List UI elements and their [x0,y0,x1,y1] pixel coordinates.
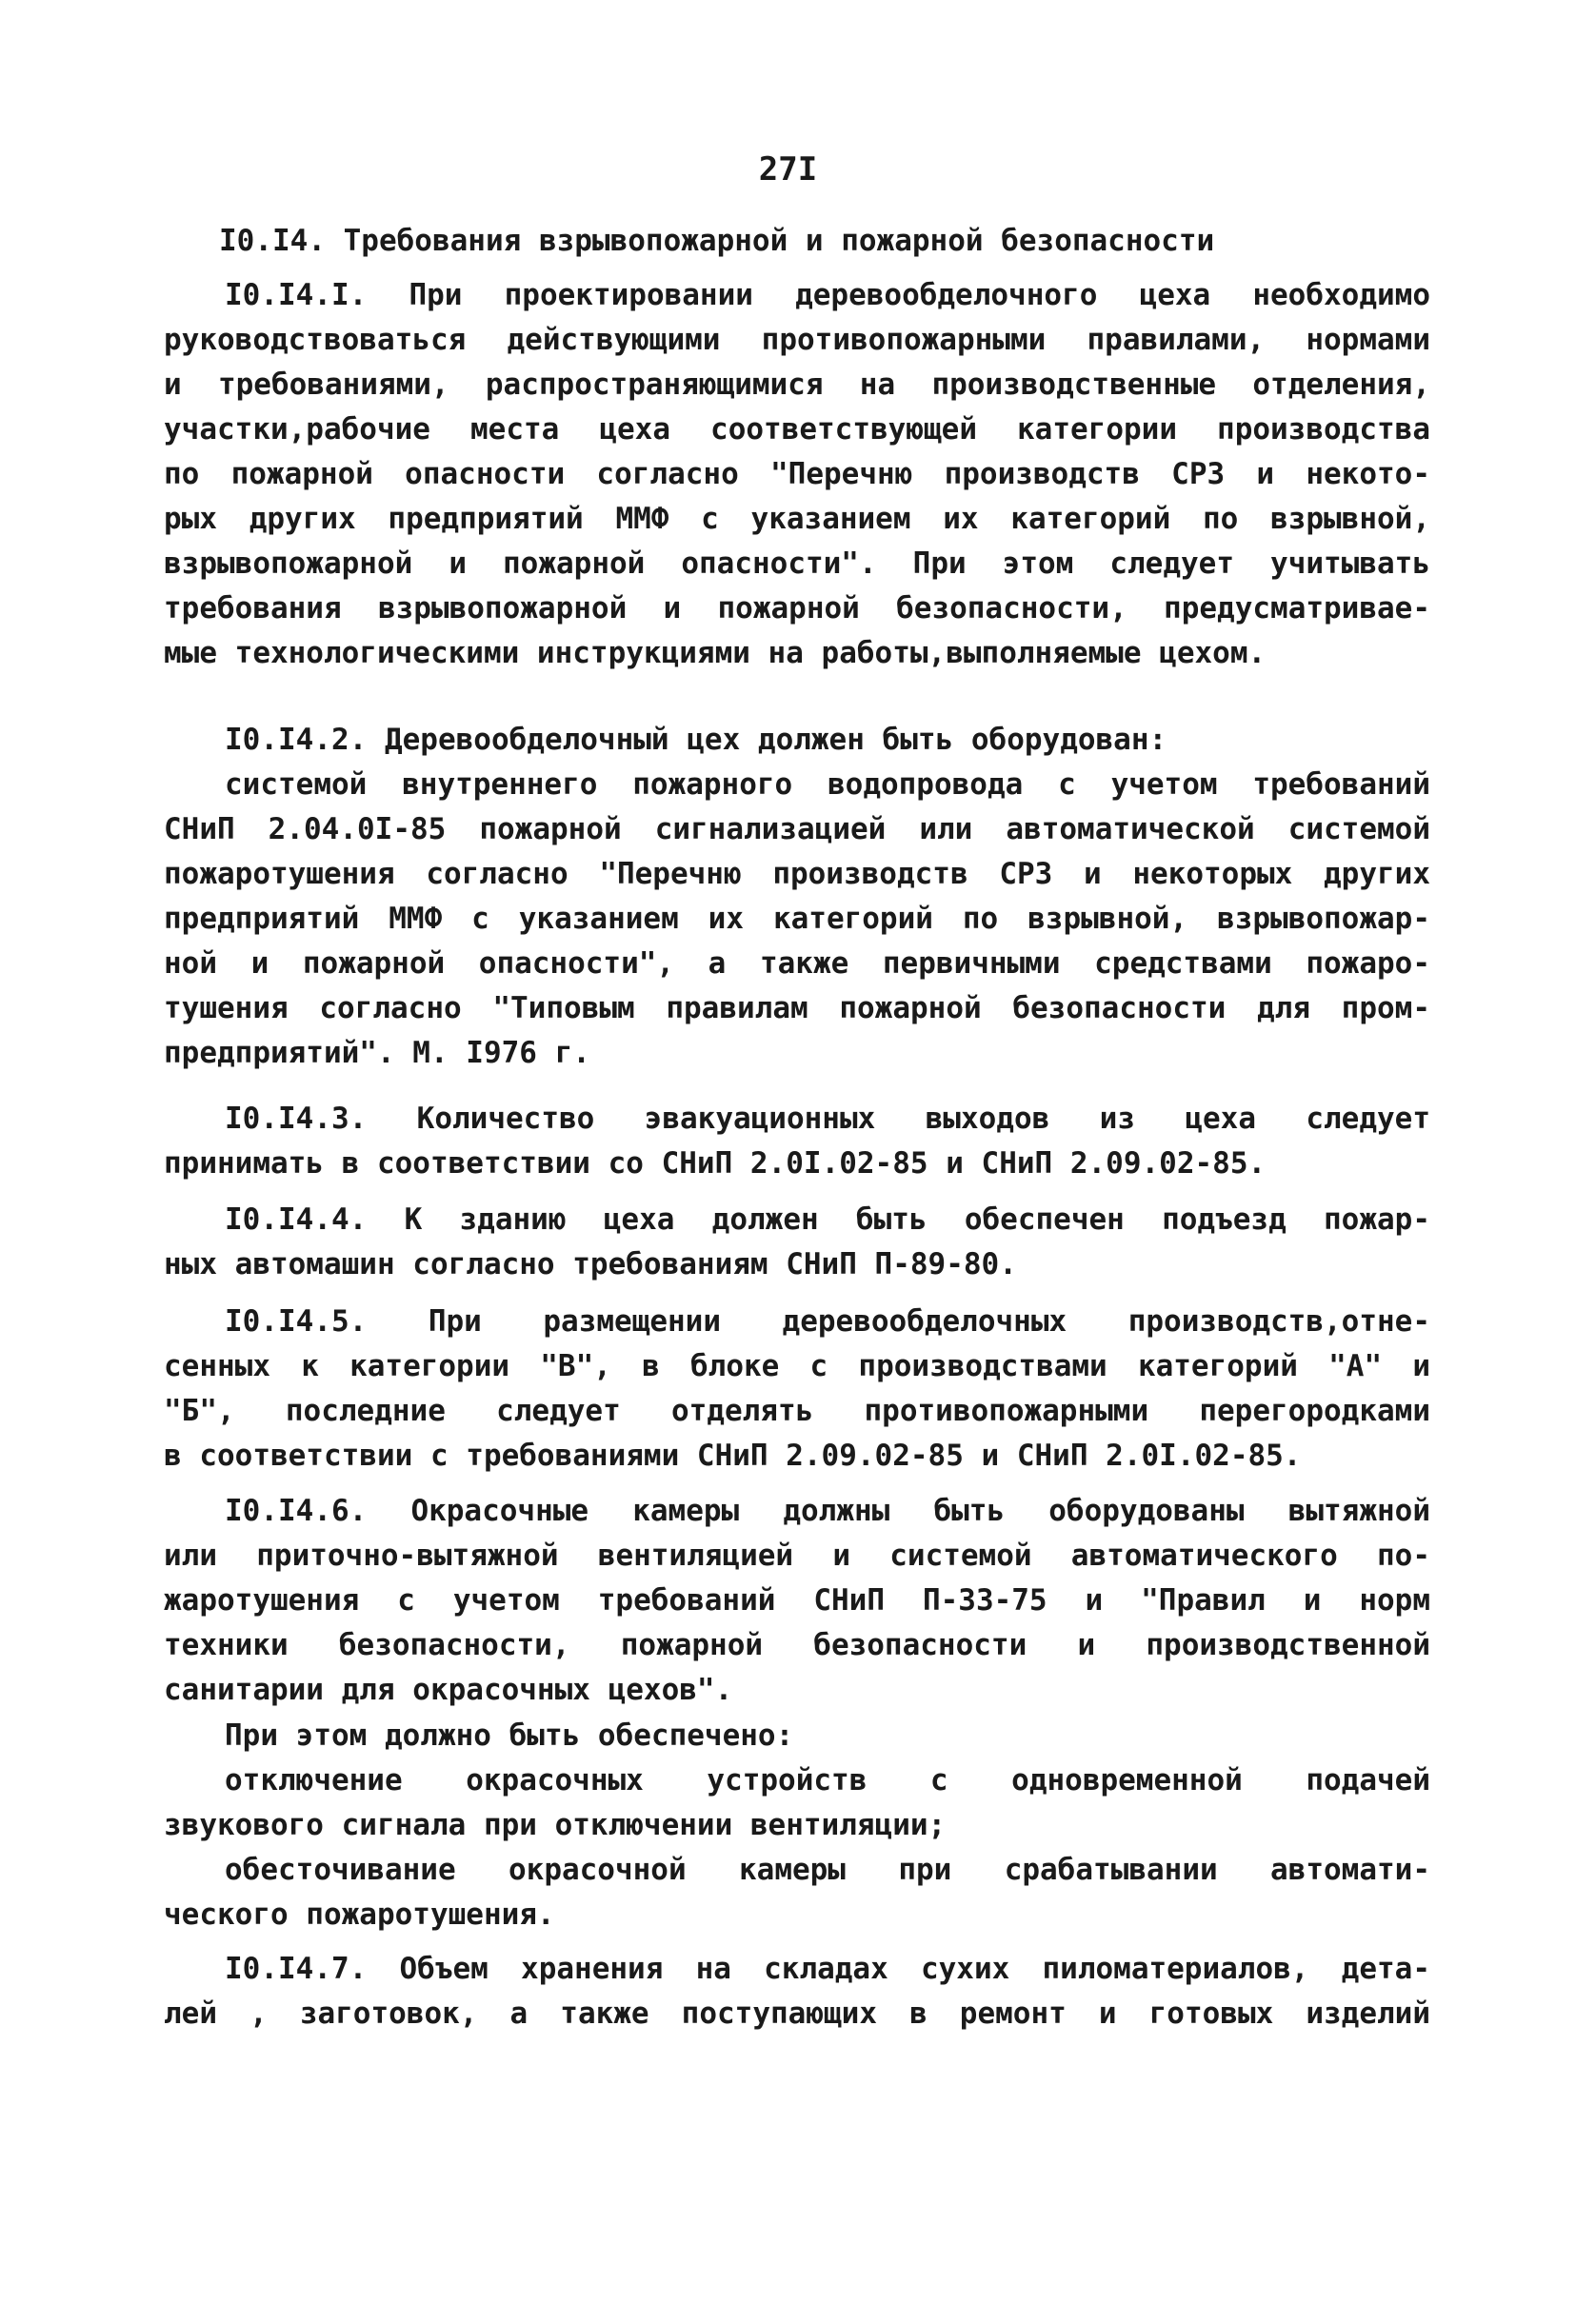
paragraph-10-14-1 [164,273,1430,676]
text-line: сенных к категории "В", в блоке с производствами категорий "А" и [164,1349,1430,1383]
text-line: I0.I4.3. Количество эвакуационных выходов из цеха следует [225,1102,1430,1136]
text-line: I0.I4.I. При проектировании деревообделочного цеха необходимо [225,278,1430,312]
text-line: предприятий". М. I976 г. [164,1036,590,1070]
paragraph-10-14-6 [164,1489,1430,1713]
text-line: "Б", последние следует отделять противопожарными перегородками [164,1394,1430,1428]
text-line: СНиП 2.04.0I-85 пожарной сигнализацией или автоматической системой [164,812,1430,846]
paragraph-10-14-7 [164,1947,1430,2036]
text-line: мые технологическими инструкциями на работы,выполняемые цехом. [164,636,1267,670]
text-line: системой внутреннего пожарного водопровода с учетом требований [225,767,1430,802]
text-line: тушения согласно "Типовым правилам пожарной безопасности для пром- [164,991,1430,1025]
text-line: принимать в соответствии со СНиП 2.0I.02-85 и СНиП 2.09.02-85. [164,1146,1267,1181]
text-line: I0.I4.6. Окрасочные камеры должны быть оборудованы вытяжной [225,1494,1430,1528]
text-line: ных автомашин согласно требованиям СНиП П-89-80. [164,1247,1017,1281]
text-line: I0.I4.5. При размещении деревообделочных производств,отне- [225,1304,1430,1339]
paragraph-10-14-3 [164,1097,1430,1186]
text-line: руководствоваться действующими противопожарными правилами, нормами [164,323,1430,357]
text-line: I0.I4.4. К зданию цеха должен быть обеспечен подъезд пожар- [225,1202,1430,1237]
paragraph-10-14-4 [164,1198,1430,1287]
text-line: жаротушения с учетом требований СНиП П-33-75 и "Правил и норм [164,1583,1430,1618]
text-line: лей , заготовок, а также поступающих в ремонт и готовых изделий [164,1996,1430,2031]
section-heading-block [164,219,1430,264]
text-line: или приточно-вытяжной вентиляцией и системой автоматического по- [164,1539,1430,1573]
text-line: I0.I4.7. Объем хранения на складах сухих пиломатериалов, дета- [225,1952,1430,1986]
text-line: и требованиями, распространяющимися на производственные отделения, [164,367,1430,402]
text-line: I0.I4.2. Деревообделочный цех должен быть оборудован: [225,723,1167,757]
paragraph-10-14-2 [164,718,1430,1076]
text-line: предприятий ММФ с указанием их категорий по взрывной, взрывопожар- [164,902,1430,936]
text-line: отключение окрасочных устройств с одновременной подачей [225,1763,1430,1798]
paragraph-10-14-5 [164,1300,1430,1479]
text-line: ной и пожарной опасности", а также первичными средствами пожаро- [164,946,1430,981]
text-line: санитарии для окрасочных цехов". [164,1673,733,1707]
text-line: ческого пожаротушения. [164,1897,555,1932]
text-line: звукового сигнала при отключении вентиляции; [164,1808,947,1842]
paragraph-requirements [164,1714,1430,1937]
text-line: взрывопожарной и пожарной опасности". При этом следует учитывать [164,546,1430,581]
section-heading: I0.I4. Требования взрывопожарной и пожарной безопасности [219,224,1215,258]
text-line: в соответствии с требованиями СНиП 2.09.02-85 и СНиП 2.0I.02-85. [164,1439,1302,1473]
text-line: пожаротушения согласно "Перечню производств СРЗ и некоторых других [164,857,1430,891]
text-line: техники безопасности, пожарной безопасности и производственной [164,1628,1430,1662]
text-line: требования взрывопожарной и пожарной безопасности, предусматривае- [164,591,1430,626]
text-line: рых других предприятий ММФ с указанием их категорий по взрывной, [164,502,1430,536]
page-number: 27I [758,150,818,189]
text-line: При этом должно быть обеспечено: [225,1718,794,1753]
text-line: участки,рабочие места цеха соответствующей категории производства [164,412,1430,447]
text-line: обесточивание окрасочной камеры при срабатывании автомати- [225,1853,1430,1887]
text-line: по пожарной опасности согласно "Перечню производств СРЗ и некото- [164,457,1430,491]
